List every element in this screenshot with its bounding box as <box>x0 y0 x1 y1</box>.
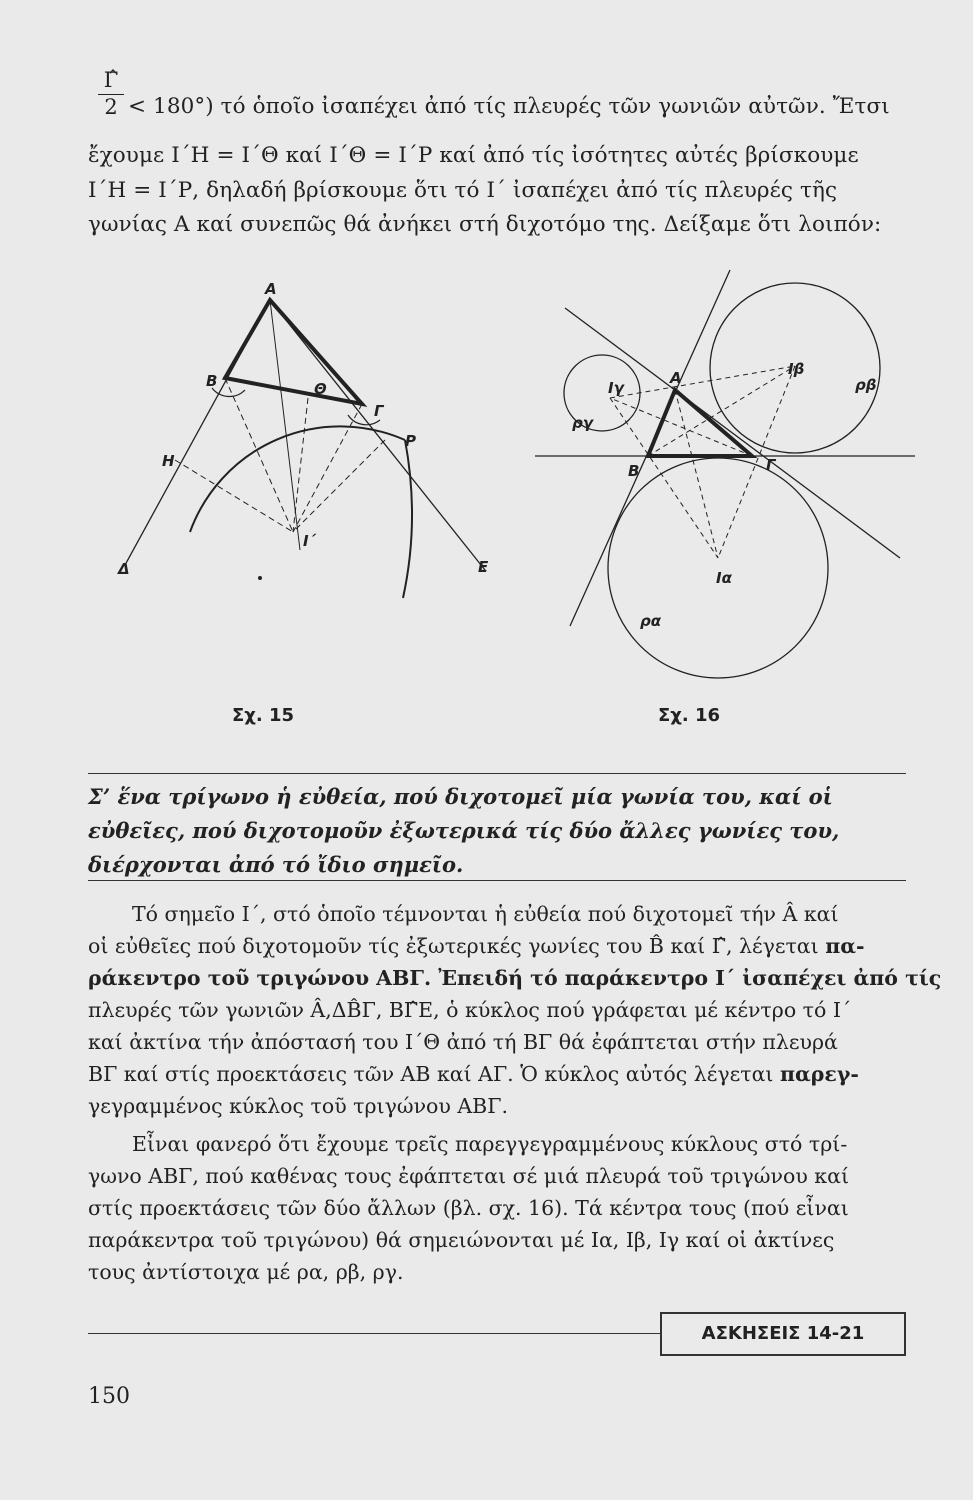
theorem-rule-top <box>88 773 906 774</box>
para2-line-3: στίς προεκτάσεις τῶν δύο ἄλλων (βλ. σχ. 16). Τά κέντρα τους (πού εἶναι <box>88 1196 849 1220</box>
para2-line-2: γωνο ΑΒΓ, πού καθένας τους ἐφάπτεται σέ μιά πλευρά τοῦ τριγώνου καί <box>88 1164 849 1188</box>
page-number: 150 <box>88 1384 130 1409</box>
fig15-label-A: A <box>265 280 277 298</box>
text-line-3: Ι΄Η = Ι΄Ρ, δηλαδή βρίσκουμε ὅτι τό Ι΄ ἰσαπέχει ἀπό τίς πλευρές τῆς <box>88 178 838 203</box>
fig16-label-B: B <box>628 462 640 480</box>
para1-line-2-text: οἱ εὐθεῖες πού διχοτομοῦν τίς ἐξωτερικές γωνίες του B̂ καί Γ̂, λέγεται <box>88 934 819 958</box>
fig16-label-Ia: Iα <box>716 569 732 587</box>
para1-line-7: γεγραμμένος κύκλος τοῦ τριγώνου ΑΒΓ. <box>88 1094 508 1118</box>
fraction-gamma-over-2 <box>98 70 124 118</box>
para1-line-1: Τό σημεῖο Ι΄, στό ὁποῖο τέμνονται ἡ εὐθεία πού διχοτομεῖ τήν Â καί <box>132 902 839 926</box>
fig16-label-A: A <box>670 369 682 387</box>
fig15-side-AD <box>125 300 270 565</box>
fig16-excircle-a <box>608 458 828 678</box>
theorem-rule-bottom <box>88 880 906 881</box>
figure-16 <box>530 258 920 690</box>
bold-pa: πα- <box>825 934 865 958</box>
fig15-label-P: P <box>405 432 416 450</box>
fig16-label-Ig: Iγ <box>608 379 624 397</box>
fig15-label-B: B <box>206 372 218 390</box>
fig15-side-AE <box>270 300 485 570</box>
para2-line-4: παράκεντρα τοῦ τριγώνου) θά σημειώνονται μέ Ια, Ιβ, Ιγ καί οἱ ἀκτίνες <box>88 1228 835 1252</box>
text-line-2: ἔχουμε Ι΄Η = Ι΄Θ καί Ι΄Θ = Ι΄Ρ καί ἀπό τίς ἰσότητες αὐτές βρίσκουμε <box>88 143 859 168</box>
fig15-triangle <box>225 300 362 404</box>
exercises-box: ΑΣΚΗΣΕΙΣ 14-21 <box>660 1312 906 1356</box>
para1-line-4: πλευρές τῶν γωνιῶν Â,ΔB̂Γ, BΓ̂E, ὁ κύκλος πού γράφεται μέ κέντρο τό Ι΄ <box>88 998 852 1022</box>
caption-fig16: Σχ. 16 <box>658 705 721 726</box>
para1-line-2 <box>88 934 865 958</box>
para2-line-5: τους ἀντίστοιχα μέ ρα, ρβ, ργ. <box>88 1260 404 1284</box>
fig15-label-G: Γ <box>374 402 384 420</box>
para1-line-6-text: ΒΓ καί στίς προεκτάσεις τῶν ΑΒ καί ΑΓ. Ὁ κύκλος αὐτός λέγεται <box>88 1062 774 1086</box>
text-line-4: γωνίας Α καί συνεπῶς θά ἀνήκει στή διχοτόμο της. Δείξαμε ὅτι λοιπόν: <box>88 212 882 237</box>
fig15-label-D: Δ <box>118 560 130 578</box>
fig15-arc-tail <box>403 440 412 598</box>
para1-line-5: καί ἀκτίνα τήν ἀπόστασή του Ι΄Θ ἀπό τή ΒΓ θά ἐφάπτεται στήν πλευρά <box>88 1030 838 1054</box>
figure-15 <box>100 270 520 630</box>
fig15-label-H: H <box>162 452 175 470</box>
fig16-label-Ib: Iβ <box>788 360 805 378</box>
para1-line-6 <box>88 1062 859 1086</box>
para1-line-3-text: ράκεντρο τοῦ τριγώνου ΑΒΓ. Ἐπειδή τό παράκεντρο Ι΄ ἰσαπέχει ἀπό τίς <box>88 966 942 990</box>
theorem-text: Σ’ ἕνα τρίγωνο ἡ εὐθεία, πού διχοτομεῖ μία γωνία του, καί οἱ εὐθεῖες, πού διχοτομοῦν ἐξωτερικά τίς δύο ἄλλες γωνίες του, διέρχονται ἀπό τό ἴδιο σημεῖο. <box>88 784 840 877</box>
fig15-label-I: Ι΄ <box>303 532 316 550</box>
fig15-label-Th: Θ <box>314 380 327 398</box>
fig16-label-pg: ργ <box>572 414 593 432</box>
fig16-label-pb: ρβ <box>855 376 877 394</box>
text-line-1: < 180°) τό ὁποῖο ἰσαπέχει ἀπό τίς πλευρές τῶν γωνιῶν αὐτῶν. Ἔτσι <box>128 94 890 119</box>
exercises-rule <box>88 1333 660 1334</box>
fig16-label-G: Γ <box>766 456 776 474</box>
fig16-label-pa: ρα <box>640 612 662 630</box>
para1-line-3 <box>88 966 941 990</box>
caption-fig15: Σχ. 15 <box>232 705 295 726</box>
fig15-excircle-arc <box>190 426 405 532</box>
para2-line-1: Εἶναι φανερό ὅτι ἔχουμε τρεῖς παρεγγεγραμμένους κύκλους στό τρί- <box>132 1132 848 1156</box>
bold-paregge: παρεγ- <box>780 1062 859 1086</box>
fraction-numerator: Γ̂ <box>103 68 119 92</box>
fig15-label-E: E <box>478 558 489 576</box>
fraction-denominator: 2 <box>104 95 118 119</box>
